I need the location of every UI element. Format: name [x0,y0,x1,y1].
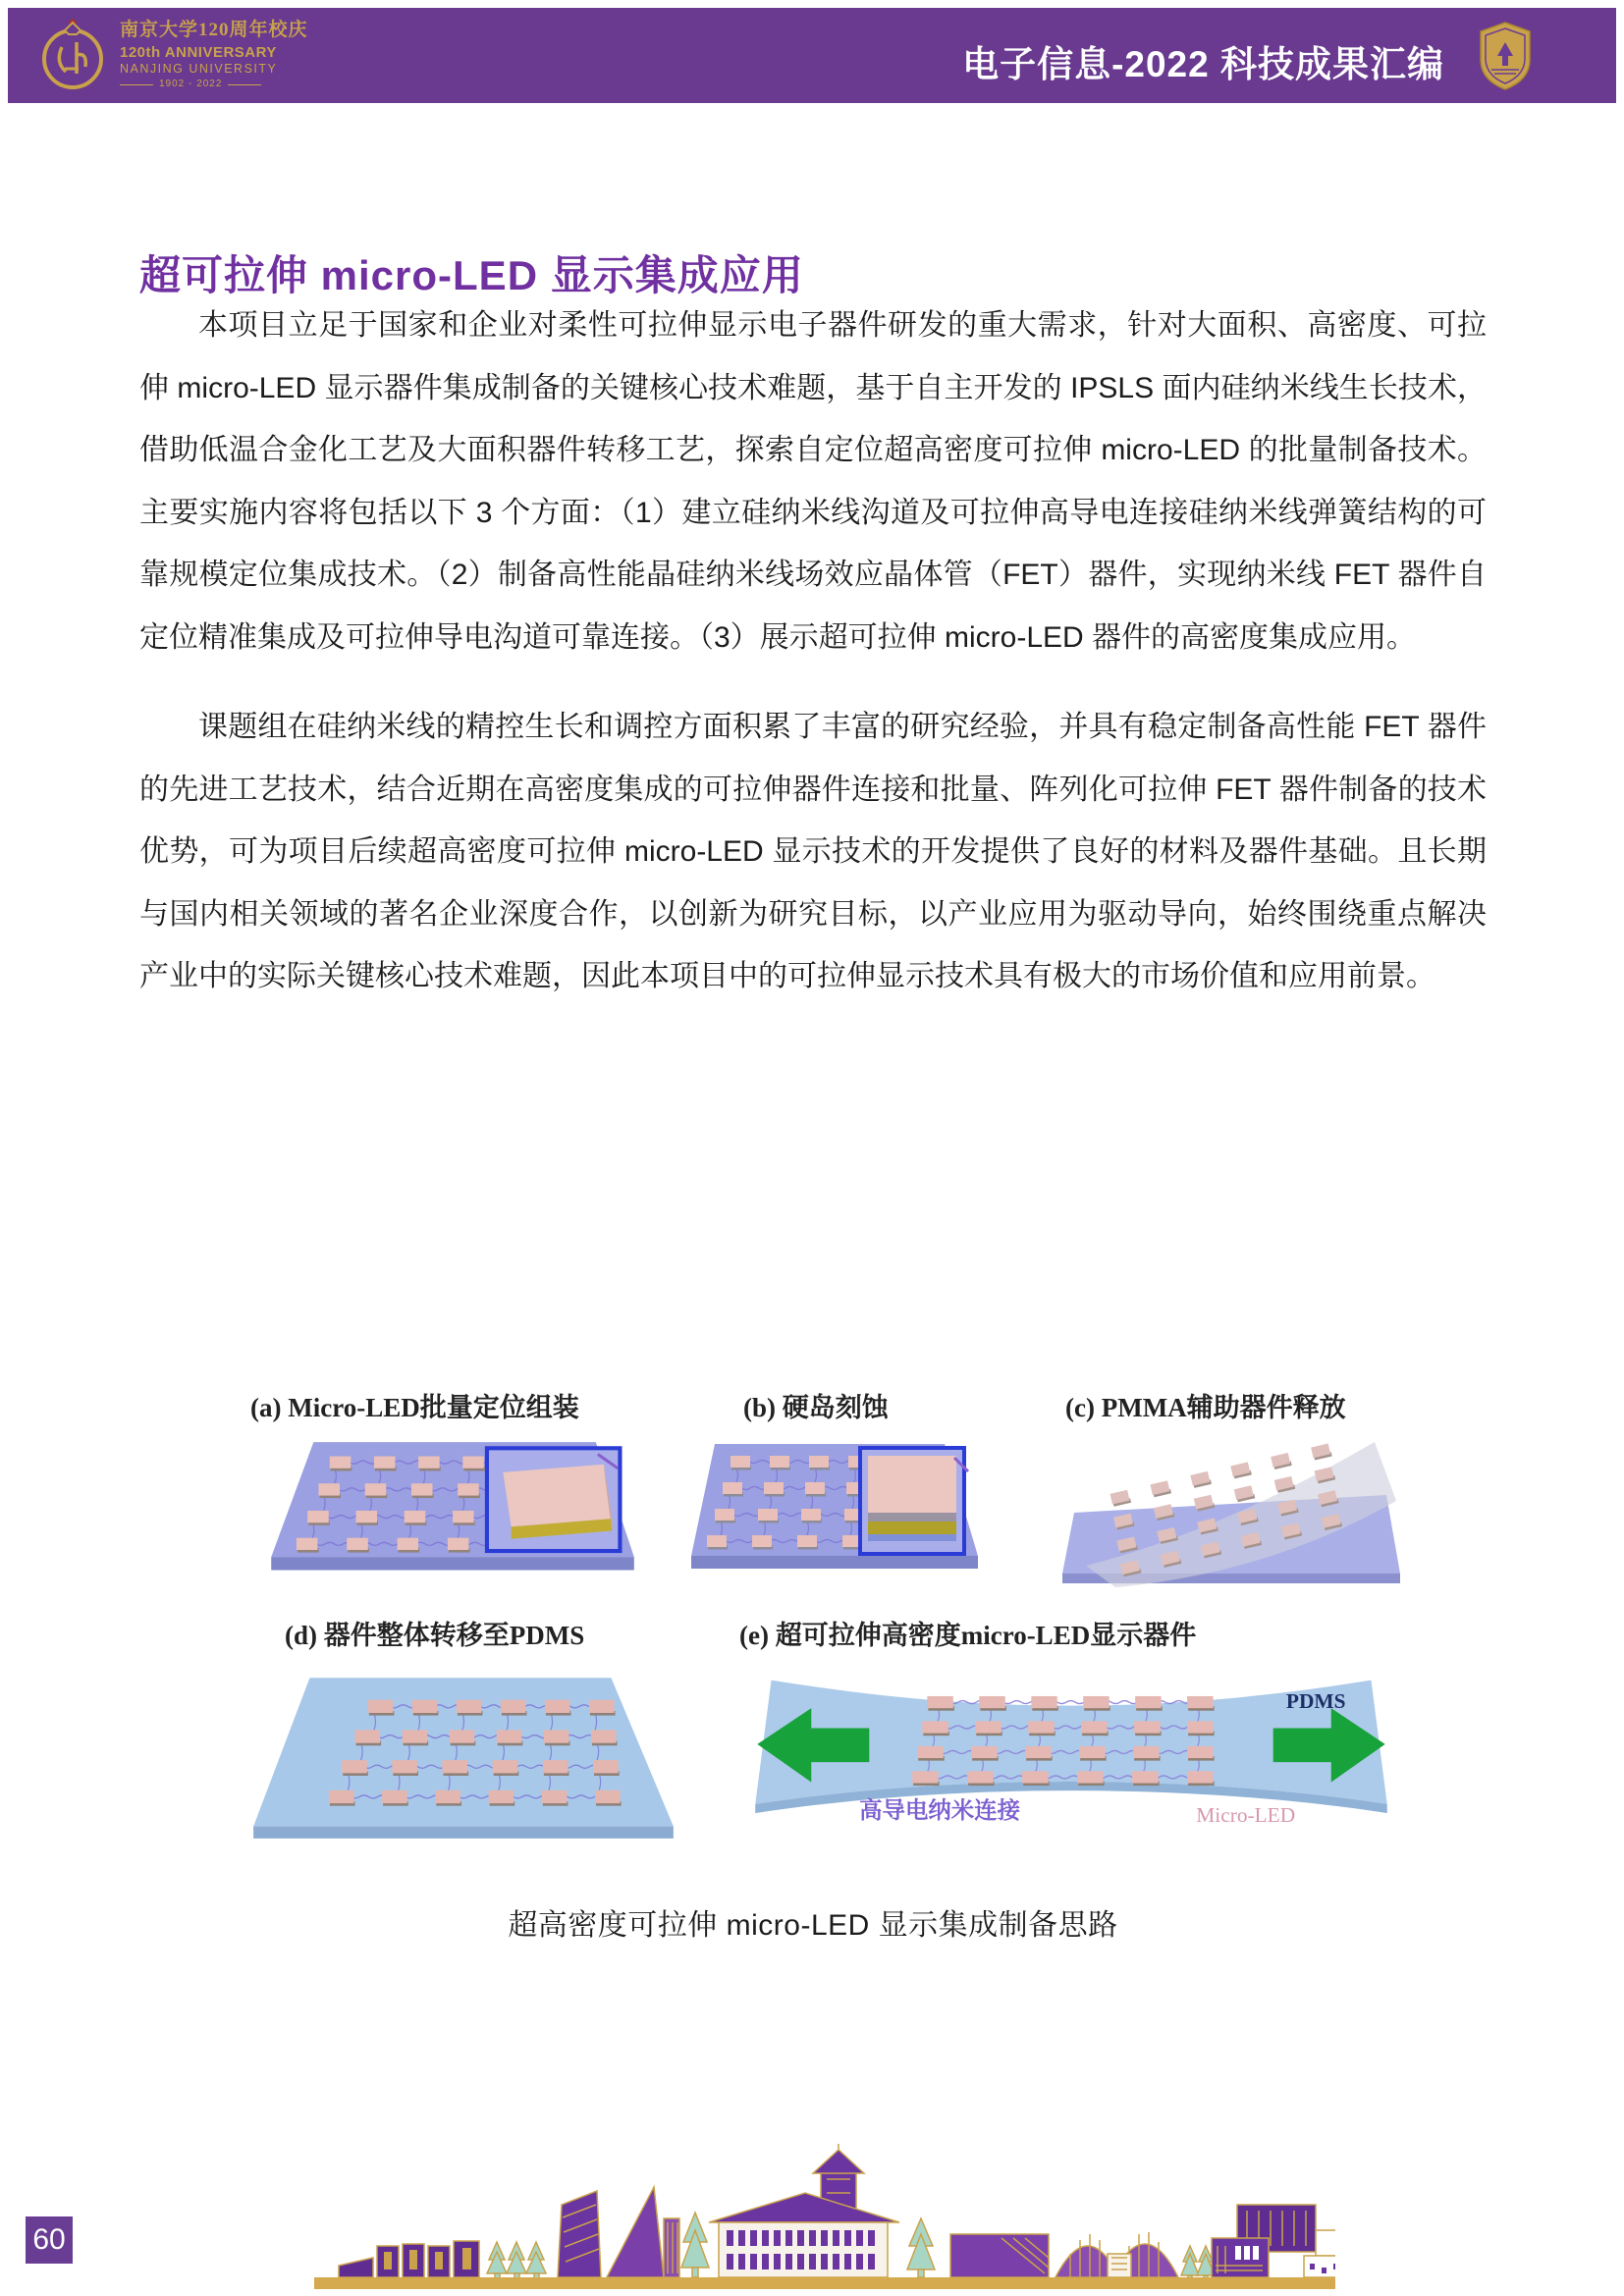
logo-line3: NANJING UNIVERSITY [120,62,278,77]
figure-panel-e [741,1653,1401,1854]
header-title: 电子信息-2022 科技成果汇编 [962,44,1444,84]
logo-text [120,20,308,90]
nju-120-seal-icon [35,18,110,94]
logo-years-text: 1902 - 2022 [159,79,223,90]
pdms-annotation: PDMS [1285,1689,1346,1714]
figure-label-e: (e) 超可拉伸高密度micro-LED显示器件 [739,1621,1197,1650]
figure-panel-c [1058,1425,1407,1600]
figure-label-c: (c) PMMA辅助器件释放 [1065,1393,1346,1422]
micro-led-annotation: Micro-LED [1196,1803,1296,1828]
page-number: 60 [26,2216,73,2264]
zoom-inset-b [860,1448,968,1554]
figure-label-b: (b) 硬岛刻蚀 [743,1393,889,1422]
figure-label-a: (a) Micro-LED批量定位组装 [250,1393,579,1422]
article-body [139,294,1487,1008]
nano-link-annotation: 高导电纳米连接 [859,1797,1021,1824]
ground-line [314,2277,1335,2289]
paragraph-1: 本项目立足于国家和企业对柔性可拉伸显示电子器件研发的重大需求，针对大面积、高密度、可拉伸 micro-LED 显示器件集成制备的关键核心技术难题，基于自主开发的 IPSLS 面内硅纳米线生长技术，借助低温合金化工艺及大面积器件转移工艺，探索自定位超高密度可拉伸 micro-LED 的批量制备技术。主要实施内容将包括以下 3 个方面：（1）建立硅纳米线沟道及可拉伸高导电连接硅纳米线弹簧结构的可靠规模定位集成技术。（2）制备高性能晶硅纳米线场效应晶体管（FET）器件，实现纳米线 FET 器件自定位精准集成及可拉伸导电沟道可靠连接。（3）展示超可拉伸 micro-LED 器件的高密度集成应用。 [139,309,1487,654]
paragraph-2: 课题组在硅纳米线的精控生长和调控方面积累了丰富的研究经验，并具有稳定制备高性能 FET 器件的先进工艺技术，结合近期在高密度集成的可拉伸器件连接和批量、阵列化可拉伸 FET 器件制备的技术优势，可为项目后续超高密度可拉伸 micro-LED 显示技术的开发提供了良好的材料及器件基础。且长期与国内相关领域的著名企业深度合作，以创新为研究目标，以产业应用为驱动导向，始终围绕重点解决产业中的实际关键核心技术难题，因此本项目中的可拉伸显示技术具有极大的市场价值和应用前景。 [139,711,1487,992]
gold-line-right [228,84,261,85]
gold-line-left [120,84,153,85]
logo-line1: 南京大学120周年校庆 [120,20,308,40]
logo-years [120,79,308,90]
figure-panel-d [247,1655,679,1856]
zoom-inset-a [487,1448,621,1551]
campus-skyline-illustration [314,2144,1335,2291]
figure-label-d: (d) 器件整体转移至PDMS [285,1621,585,1650]
figure-caption: 超高密度可拉伸 micro-LED 显示集成制备思路 [508,1909,1118,1942]
nju-shield-emblem-icon [1477,21,1534,91]
figure-panel-a [263,1425,641,1600]
header-bar [8,8,1616,103]
logo-line2: 120th ANNIVERSARY [120,43,277,61]
article-title: 超可拉伸 micro-LED 显示集成应用 [139,252,804,299]
figure-panel-b [687,1425,987,1600]
